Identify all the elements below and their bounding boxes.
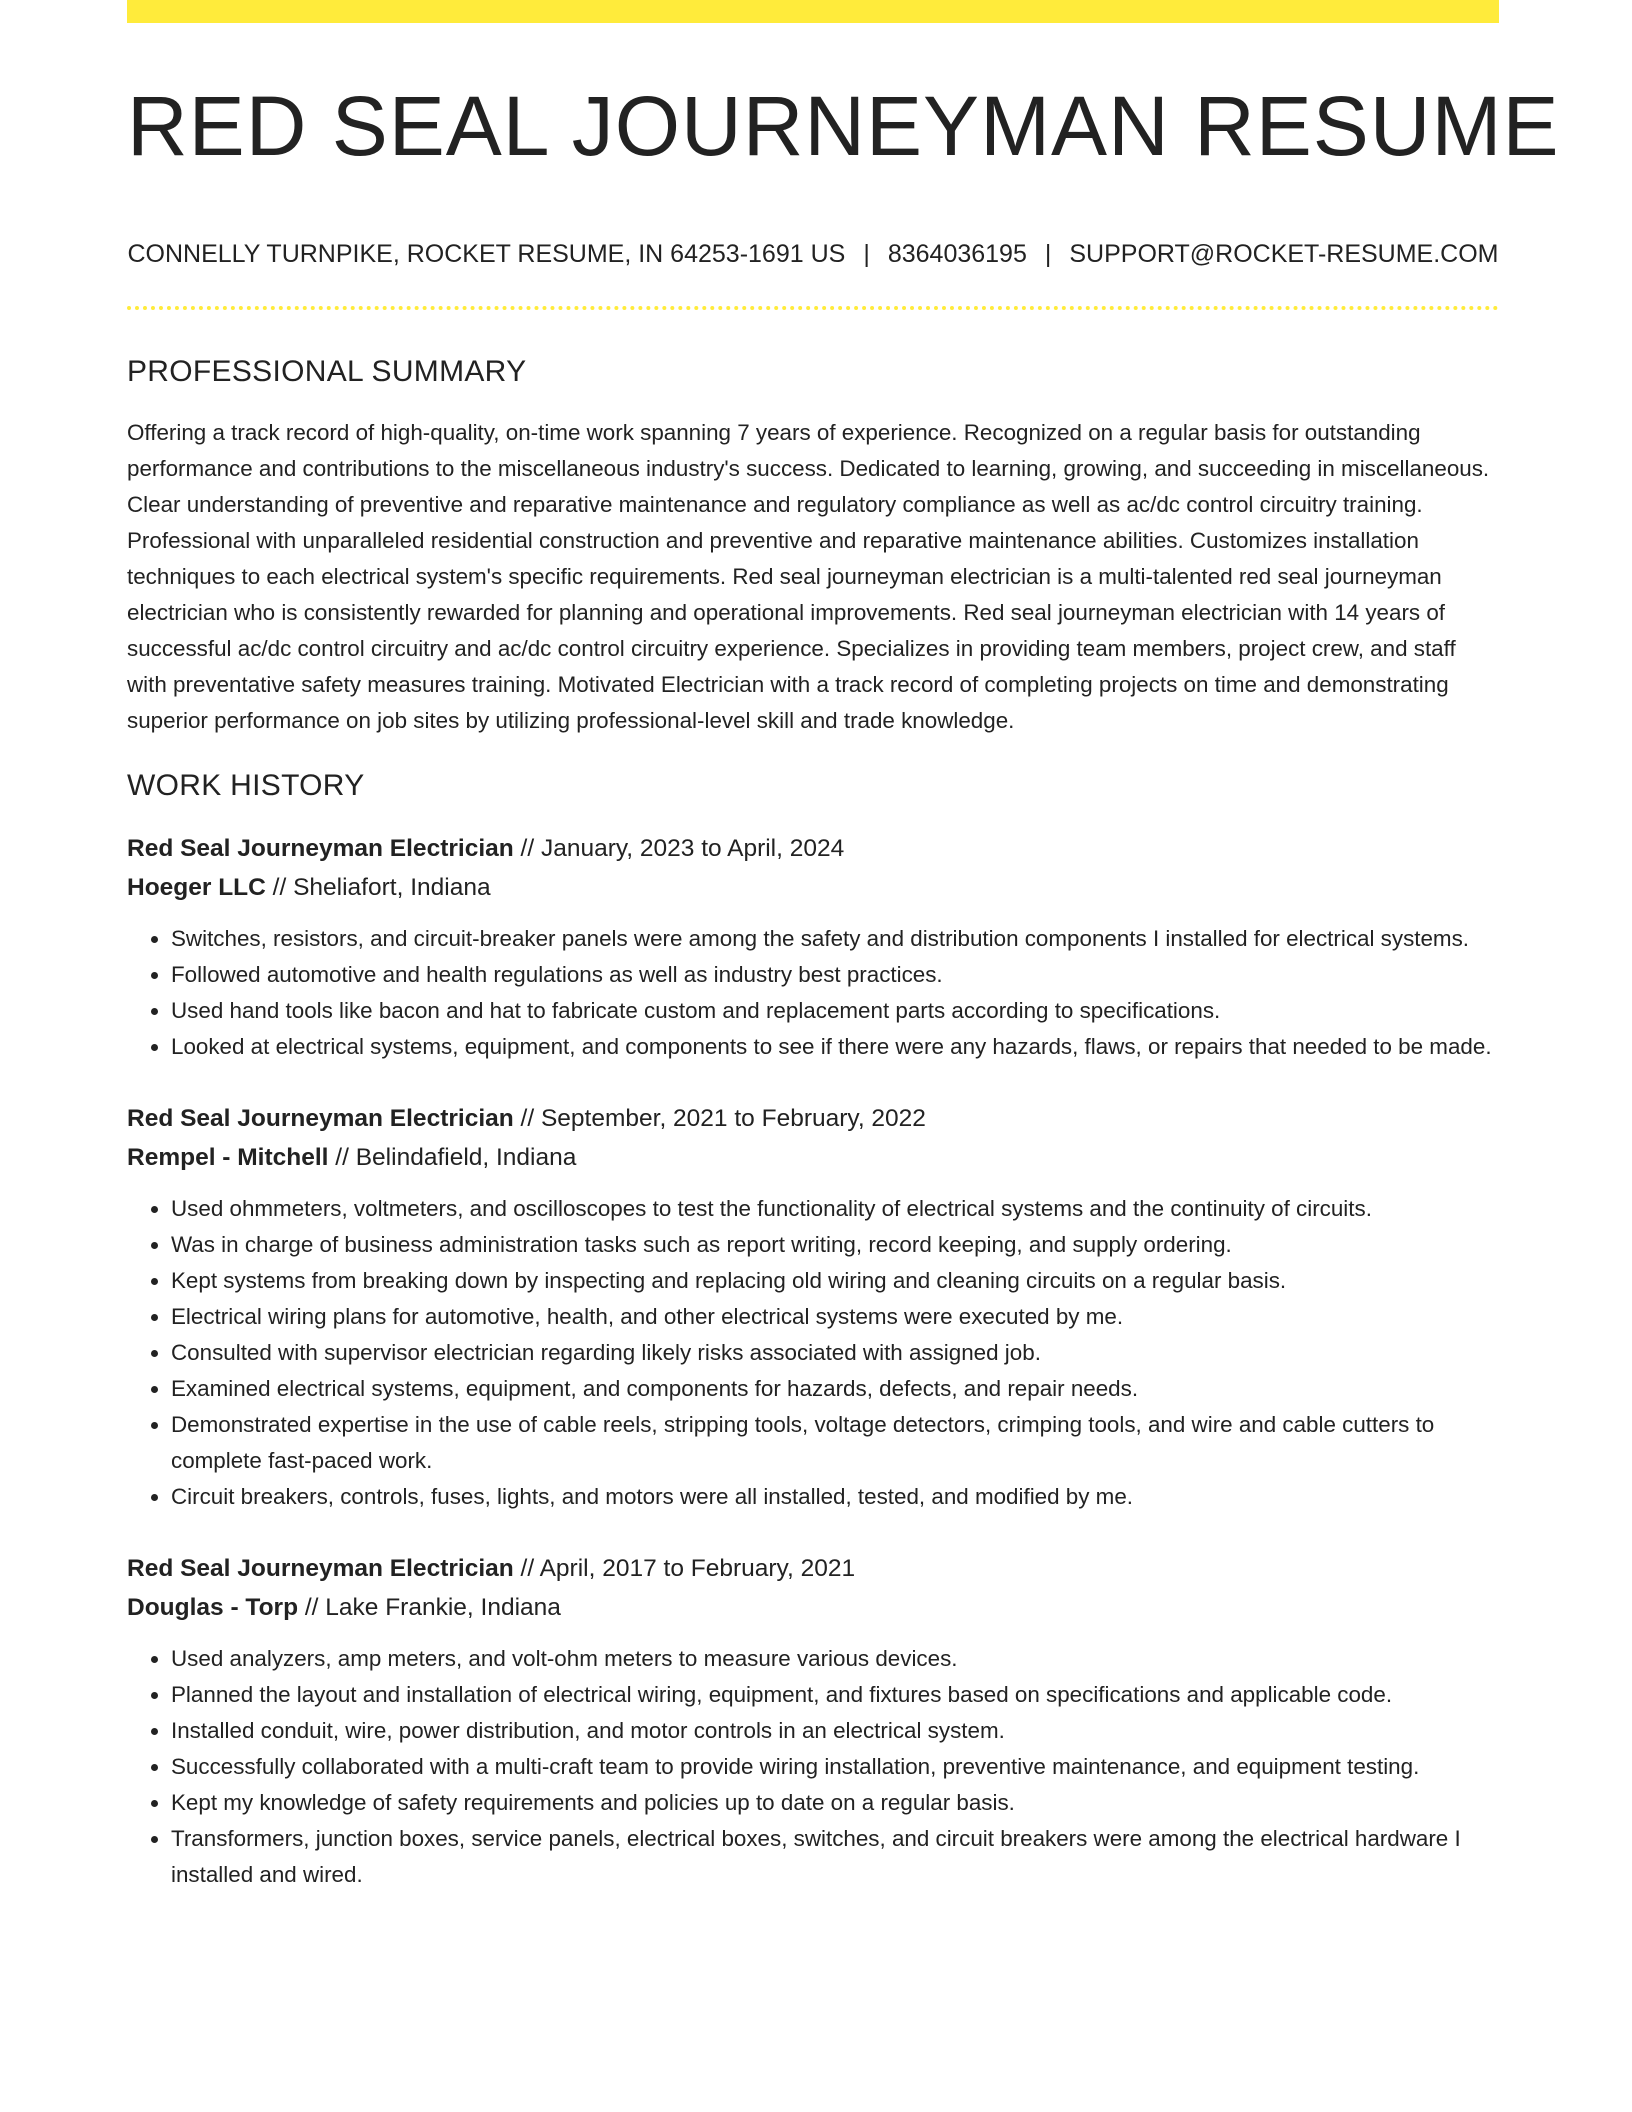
job-entry [127,829,1499,1065]
list-item: • Successfully collaborated with a multi-craft team to provide wiring installation, preventive maintenance, and equipment testing. [171,1749,1499,1785]
job-title-line [127,1099,1499,1138]
job-company: Rempel - Mitchell [127,1144,329,1171]
job-title: Red Seal Journeyman Electrician [127,1555,514,1582]
contact-email: SUPPORT@ROCKET-RESUME.COM [1069,240,1499,268]
job-dates: // April, 2017 to February, 2021 [513,1555,856,1582]
list-item: • Kept my knowledge of safety requirements and policies up to date on a regular basis. [171,1785,1499,1821]
job-company-line [127,1138,1499,1177]
job-location: // Lake Frankie, Indiana [298,1594,561,1621]
job-entry [127,1549,1499,1893]
list-item: • Installed conduit, wire, power distribution, and motor controls in an electrical system. [171,1713,1499,1749]
list-item: • Switches, resistors, and circuit-breaker panels were among the safety and distribution components I installed for electrical systems. [171,921,1499,957]
list-item: • Circuit breakers, controls, fuses, lights, and motors were all installed, tested, and modified by me. [171,1479,1499,1515]
work-history-heading: WORK HISTORY [127,769,365,802]
job-title: Red Seal Journeyman Electrician [127,1105,514,1132]
list-item: • Used hand tools like bacon and hat to fabricate custom and replacement parts according to specifications. [171,993,1499,1029]
job-dates: // September, 2021 to February, 2022 [513,1105,926,1132]
dotted-divider [127,306,1499,310]
job-dates: // January, 2023 to April, 2024 [513,835,845,862]
summary-heading: PROFESSIONAL SUMMARY [127,355,527,388]
job-bullets [127,1641,1499,1893]
job-company-line [127,1588,1499,1627]
job-company-line [127,868,1499,907]
list-item: • Looked at electrical systems, equipment, and components to see if there were any hazards, flaws, or repairs that needed to be made. [171,1029,1499,1065]
contact-separator: | [1044,240,1052,268]
page-title: RED SEAL JOURNEYMAN RESUME [127,79,1560,173]
list-item: • Followed automotive and health regulations as well as industry best practices. [171,957,1499,993]
resume-content [127,355,1499,1927]
list-item: • Kept systems from breaking down by inspecting and replacing old wiring and cleaning circuits on a regular basis. [171,1263,1499,1299]
job-bullets [127,1191,1499,1515]
list-item: • Demonstrated expertise in the use of cable reels, stripping tools, voltage detectors, crimping tools, and wire and cable cutters to complete fast-paced work. [171,1407,1499,1479]
list-item: • Consulted with supervisor electrician regarding likely risks associated with assigned job. [171,1335,1499,1371]
list-item: • Used analyzers, amp meters, and volt-ohm meters to measure various devices. [171,1641,1499,1677]
list-item: • Examined electrical systems, equipment, and components for hazards, defects, and repair needs. [171,1371,1499,1407]
job-location: // Belindafield, Indiana [328,1144,577,1171]
list-item: • Was in charge of business administration tasks such as report writing, record keeping, and supply ordering. [171,1227,1499,1263]
contact-separator: | [863,240,870,268]
list-item: • Transformers, junction boxes, service panels, electrical boxes, switches, and circuit breakers were among the electrical hardware I installed and wired. [171,1821,1499,1893]
job-company: Hoeger LLC [127,874,266,901]
job-title-line [127,1549,1499,1588]
job-entry [127,1099,1499,1515]
contact-line [127,240,1499,269]
job-title-line [127,829,1499,868]
job-title: Red Seal Journeyman Electrician [127,835,514,862]
list-item: • Planned the layout and installation of electrical wiring, equipment, and fixtures based on specifications and applicable code. [171,1677,1499,1713]
contact-phone: 8364036195 [887,240,1027,268]
job-company: Douglas - Torp [127,1594,299,1621]
job-location: // Sheliafort, Indiana [265,874,491,901]
list-item: • Used ohmmeters, voltmeters, and oscilloscopes to test the functionality of electrical systems and the continuity of circuits. [171,1191,1499,1227]
summary-text: Offering a track record of high-quality, on-time work spanning 7 years of experience. Recognized on a regular basis for outstanding performance and contributions to the miscellaneous industry's success. Dedicated to learning, growing, and succeeding in miscellaneous. Clear understanding of preventive and reparative maintenance and regulatory compliance as well as ac/dc control circuitry training. Professional with unparalleled residential construction and preventive and reparative maintenance abilities. Customizes installation techniques to each electrical system's specific requirements. Red seal journeyman electrician is a multi-talented red seal journeyman electrician who is consistently rewarded for planning and operational improvements. Red seal journeyman electrician with 14 years of successful ac/dc control circuitry and ac/dc control circuitry experience. Specializes in providing team members, project crew, and staff with preventative safety measures training. Motivated Electrician with a track record of completing projects on time and demonstrating superior performance on job sites by utilizing professional-level skill and trade knowledge. [127,420,1490,733]
contact-address: CONNELLY TURNPIKE, ROCKET RESUME, IN 64253-1691 US [127,240,846,268]
accent-bar [127,0,1499,23]
job-bullets [127,921,1499,1065]
list-item: • Electrical wiring plans for automotive, health, and other electrical systems were executed by me. [171,1299,1499,1335]
